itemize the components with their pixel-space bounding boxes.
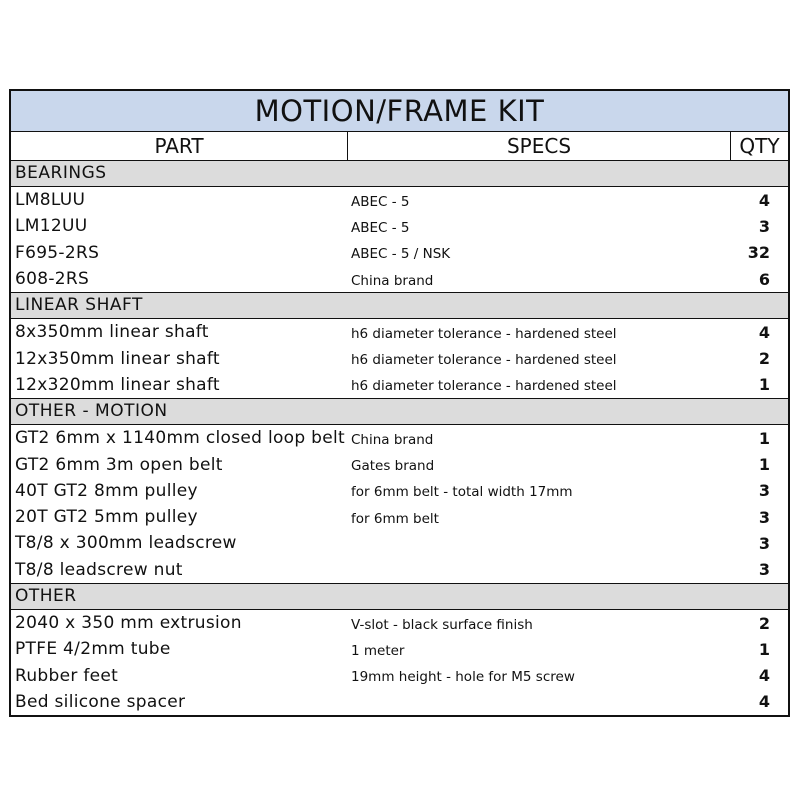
table-body xyxy=(11,161,788,715)
table-row xyxy=(11,319,788,345)
part-cell: 20T GT2 5mm pulley xyxy=(15,507,198,528)
part-cell: Bed silicone spacer xyxy=(15,691,186,712)
spec-cell: h6 diameter tolerance - hardened steel xyxy=(351,352,617,369)
table-row xyxy=(11,504,788,530)
table-row xyxy=(11,636,788,662)
qty-cell: 1 xyxy=(758,428,770,448)
spec-cell: China brand xyxy=(351,272,434,289)
part-cell: PTFE 4/2mm tube xyxy=(15,639,171,660)
table-row xyxy=(11,530,788,556)
spec-cell: for 6mm belt xyxy=(351,510,439,527)
part-cell: T8/8 x 300mm leadscrew xyxy=(15,533,237,554)
qty-cell: 1 xyxy=(758,375,770,395)
section-block xyxy=(11,161,788,293)
spec-cell xyxy=(351,700,733,703)
column-header-part: PART xyxy=(11,132,348,160)
qty-cell: 1 xyxy=(758,639,770,659)
table-row xyxy=(11,345,788,371)
part-cell: F695-2RS xyxy=(15,242,100,263)
motion-frame-kit-table xyxy=(9,89,790,717)
part-cell: GT2 6mm 3m open belt xyxy=(15,454,223,475)
section-block xyxy=(11,293,788,399)
spec-cell: 1 meter xyxy=(351,642,405,659)
table-row xyxy=(11,610,788,636)
table-row xyxy=(11,372,788,399)
column-header-qty: QTY xyxy=(739,134,780,158)
section-header: BEARINGS xyxy=(11,161,788,187)
table-row xyxy=(11,662,788,688)
qty-cell: 3 xyxy=(758,216,770,236)
spec-cell: ABEC - 5 xyxy=(351,219,410,236)
spec-cell xyxy=(351,568,733,571)
qty-cell: 2 xyxy=(758,613,770,633)
part-cell: 608-2RS xyxy=(15,269,90,290)
section-block xyxy=(11,584,788,715)
table-row xyxy=(11,213,788,239)
section-block xyxy=(11,399,788,584)
qty-cell: 3 xyxy=(758,533,770,553)
part-cell: GT2 6mm x 1140mm closed loop belt xyxy=(15,428,346,449)
qty-cell: 3 xyxy=(758,481,770,501)
spec-cell: h6 diameter tolerance - hardened steel xyxy=(351,325,617,342)
spec-cell xyxy=(351,542,733,545)
part-cell: T8/8 leadscrew nut xyxy=(15,559,183,580)
qty-cell: 4 xyxy=(758,322,770,342)
part-cell: 2040 x 350 mm extrusion xyxy=(15,613,242,633)
table-title: MOTION/FRAME KIT xyxy=(11,91,788,132)
table-row xyxy=(11,187,788,213)
column-header-row xyxy=(11,132,788,161)
section-header: OTHER xyxy=(11,584,788,610)
table-row xyxy=(11,557,788,584)
spec-cell: 19mm height - hole for M5 screw xyxy=(351,669,575,686)
table-row xyxy=(11,478,788,504)
part-cell: LM8LUU xyxy=(15,190,86,211)
qty-cell: 6 xyxy=(758,269,770,289)
part-cell: 12x350mm linear shaft xyxy=(15,348,220,369)
table-row xyxy=(11,425,788,451)
part-cell: 40T GT2 8mm pulley xyxy=(15,480,198,501)
spec-cell: ABEC - 5 / NSK xyxy=(351,246,451,263)
qty-cell: 1 xyxy=(758,455,770,475)
spec-cell: V-slot - black surface finish xyxy=(351,616,533,633)
section-header: OTHER - MOTION xyxy=(11,399,788,425)
spec-cell: h6 diameter tolerance - hardened steel xyxy=(351,378,617,395)
spec-cell: Gates brand xyxy=(351,458,435,475)
part-cell: Rubber feet xyxy=(15,665,119,686)
qty-cell: 3 xyxy=(758,507,770,527)
table-row xyxy=(11,451,788,477)
section-header: LINEAR SHAFT xyxy=(11,293,788,319)
part-cell: 8x350mm linear shaft xyxy=(15,322,209,343)
column-header-specs: SPECS xyxy=(348,132,731,160)
part-cell: LM12UU xyxy=(15,216,88,237)
spec-cell: for 6mm belt - total width 17mm xyxy=(351,484,573,501)
qty-cell: 4 xyxy=(758,666,770,686)
qty-cell: 4 xyxy=(758,692,770,712)
qty-cell: 4 xyxy=(758,190,770,210)
spec-cell: ABEC - 5 xyxy=(351,193,410,210)
spec-cell: China brand xyxy=(351,431,434,448)
qty-cell: 2 xyxy=(758,349,770,369)
qty-cell: 3 xyxy=(758,560,770,580)
table-row xyxy=(11,266,788,293)
table-row xyxy=(11,240,788,266)
part-cell: 12x320mm linear shaft xyxy=(15,374,220,395)
qty-cell: 32 xyxy=(747,243,770,263)
table-row xyxy=(11,689,788,715)
